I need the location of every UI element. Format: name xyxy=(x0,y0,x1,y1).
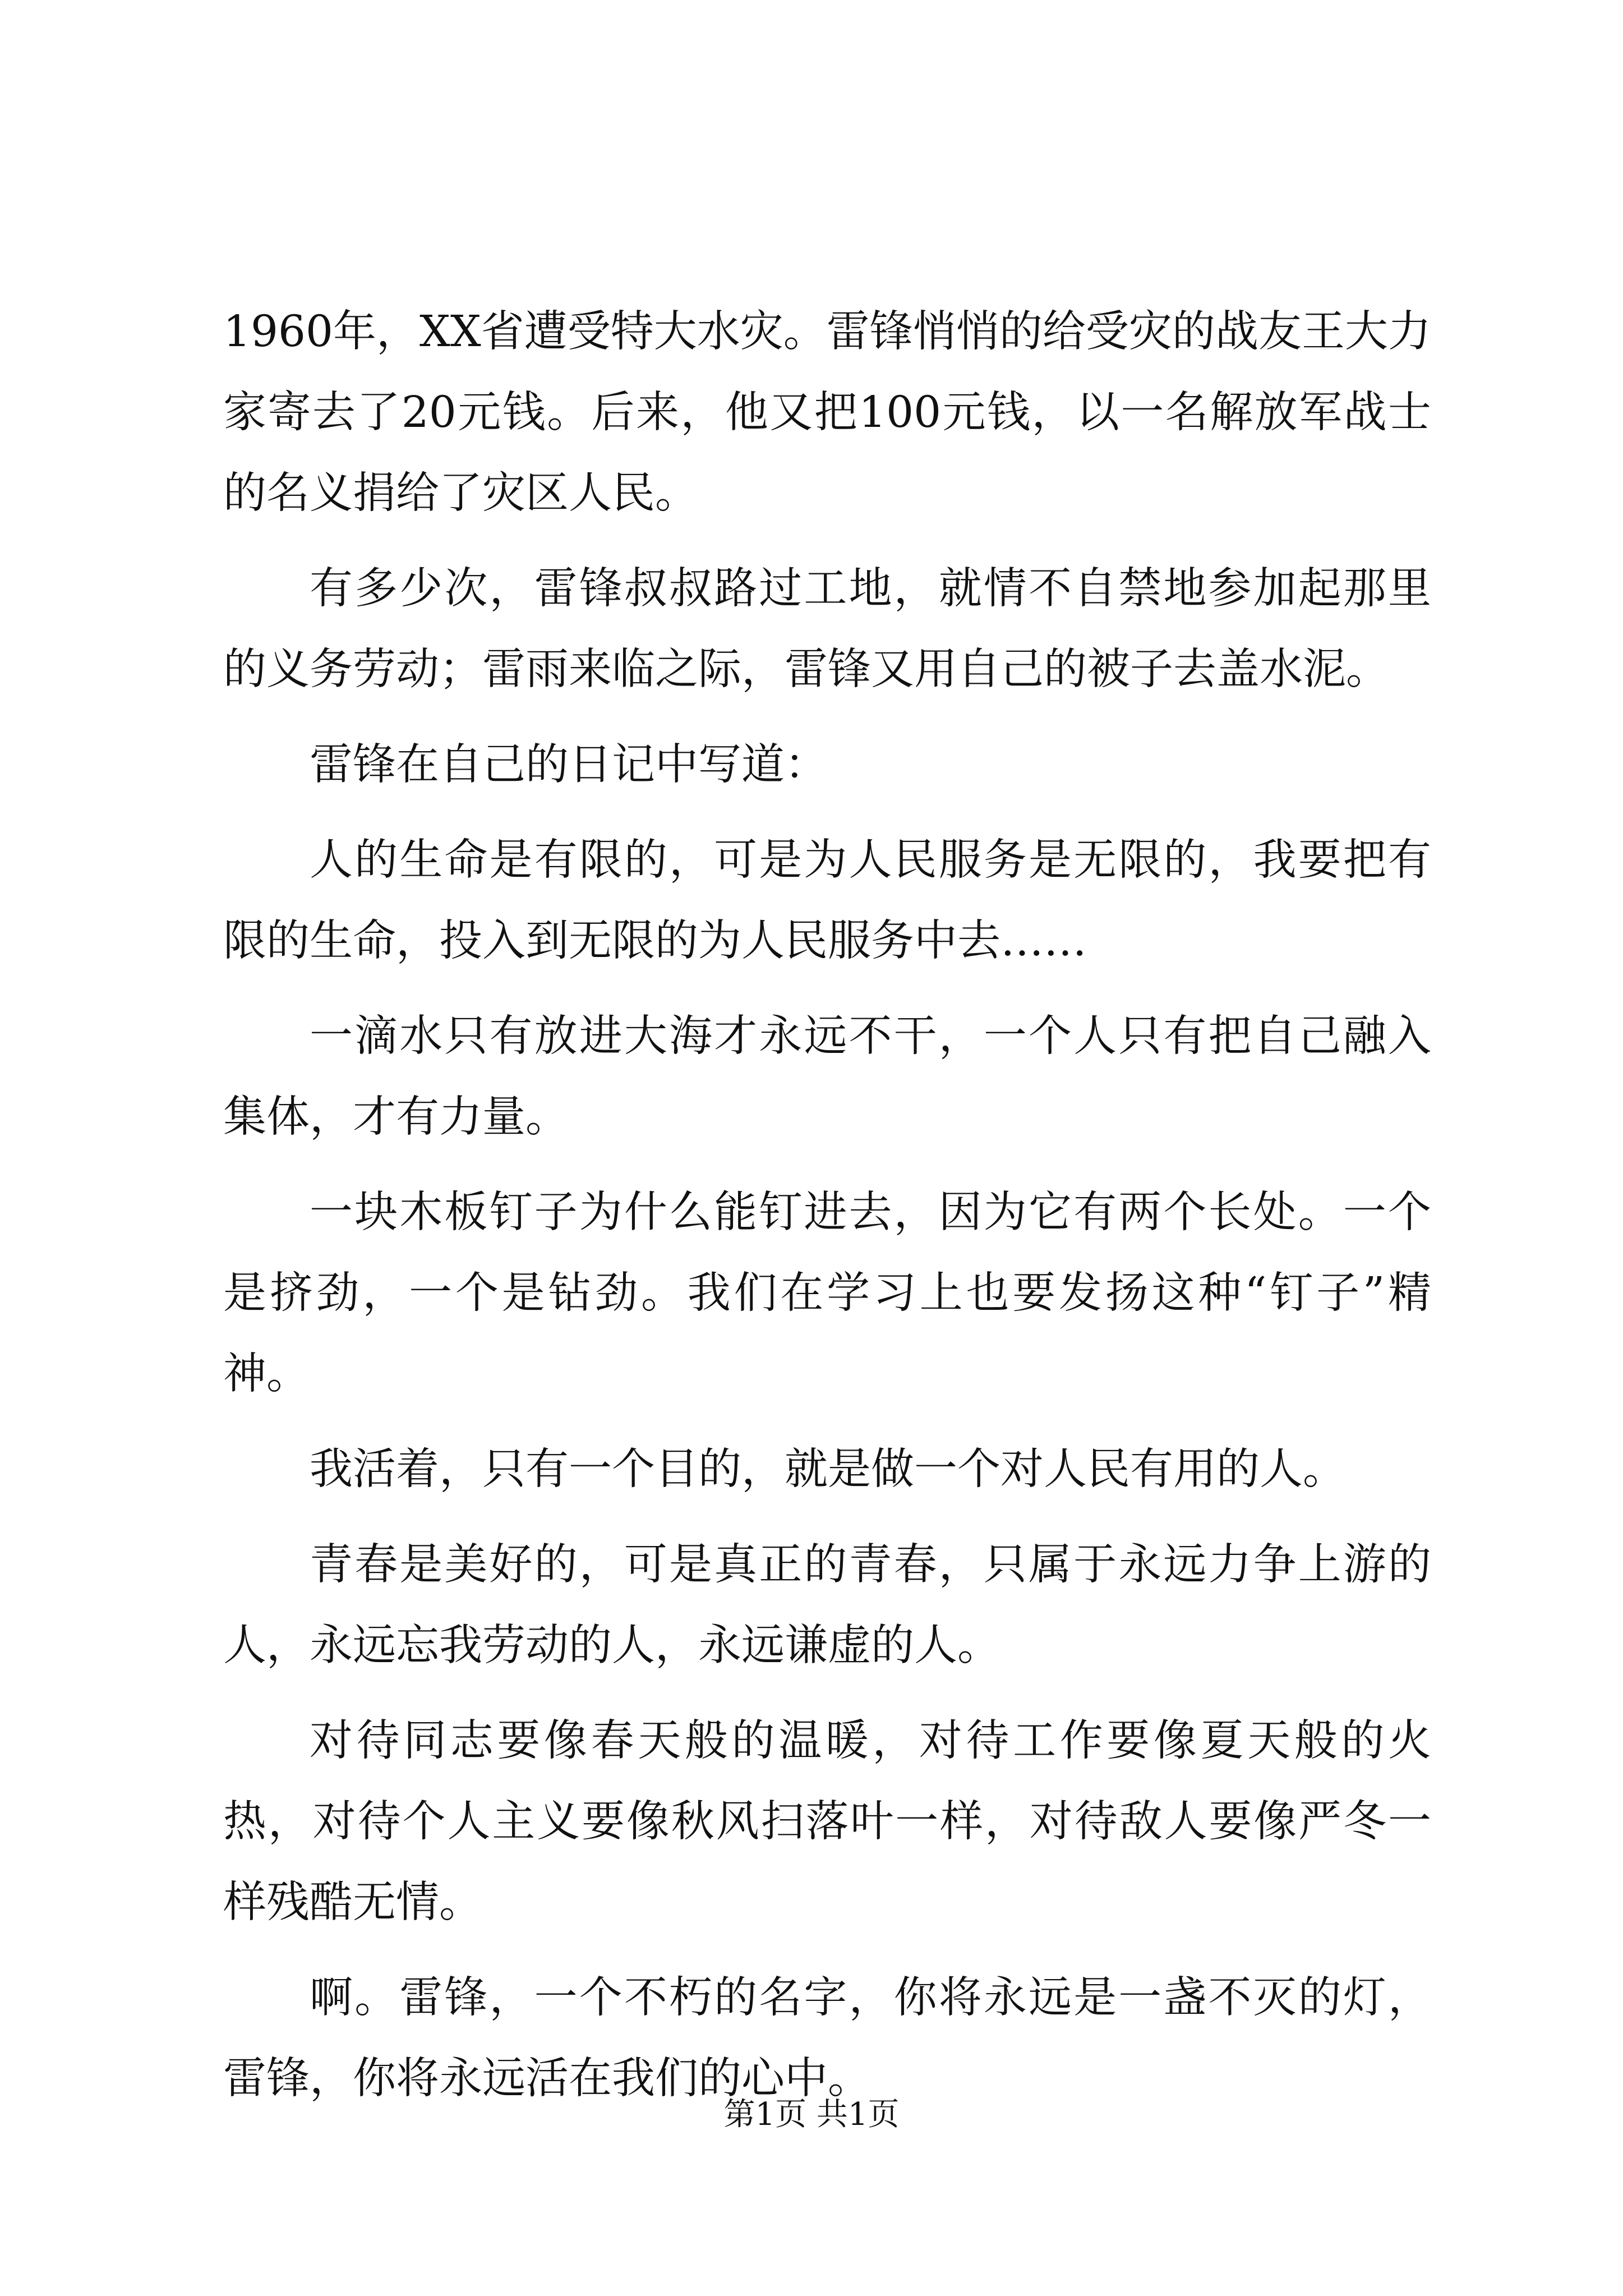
paragraph-diary-water-drop: 一滴水只有放进大海才永远不干，一个人只有把自己融入集体，才有力量。 xyxy=(223,1011,1431,1142)
paragraph-diary-life: 人的生命是有限的，可是为人民服务是无限的，我要把有限的生命，投入到无限的为人民服务中去…… xyxy=(223,835,1431,966)
paragraph-diary-intro: 雷锋在自己的日记中写道： xyxy=(310,740,828,790)
paragraph-construction-work: 有多少次，雷锋叔叔路过工地，就情不自禁地参加起那里的义务劳动；雷雨来临之际，雷锋又用自己的被子去盖水泥。 xyxy=(223,564,1431,694)
paragraph-diary-nail: 一块木板钉子为什么能钉进去，因为它有两个长处。一个是挤劲，一个是钻劲。我们在学习上也要发扬这种“钉子”精神。 xyxy=(223,1188,1431,1399)
paragraph-closing: 啊。雷锋，一个不朽的名字，你将永远是一盏不灭的灯，雷锋，你将永远活在我们的心中。 xyxy=(223,1973,1431,2104)
document-body xyxy=(223,292,1431,2134)
paragraph-diary-seasons: 对待同志要像春天般的温暖，对待工作要像夏天般的火热，对待个人主义要像秋风扫落叶一样，对待敌人要像严冬一样残酷无情。 xyxy=(223,1716,1431,1927)
page-number-footer: 第1页 共1页 xyxy=(723,2096,900,2133)
paragraph-diary-purpose: 我活着，只有一个目的，就是做一个对人民有用的人。 xyxy=(310,1444,1346,1494)
paragraph-diary-youth: 青春是美好的，可是真正的青春，只属于永远力争上游的人，永远忘我劳动的人，永远谦虚的人。 xyxy=(223,1540,1431,1671)
paragraph-flood-donation: 1960年，XX省遭受特大水灾。雷锋悄悄的给受灾的战友王大力家寄去了20元钱。后来，他又把100元钱，以一名解放军战士的名义捐给了灾区人民。 xyxy=(223,307,1431,518)
